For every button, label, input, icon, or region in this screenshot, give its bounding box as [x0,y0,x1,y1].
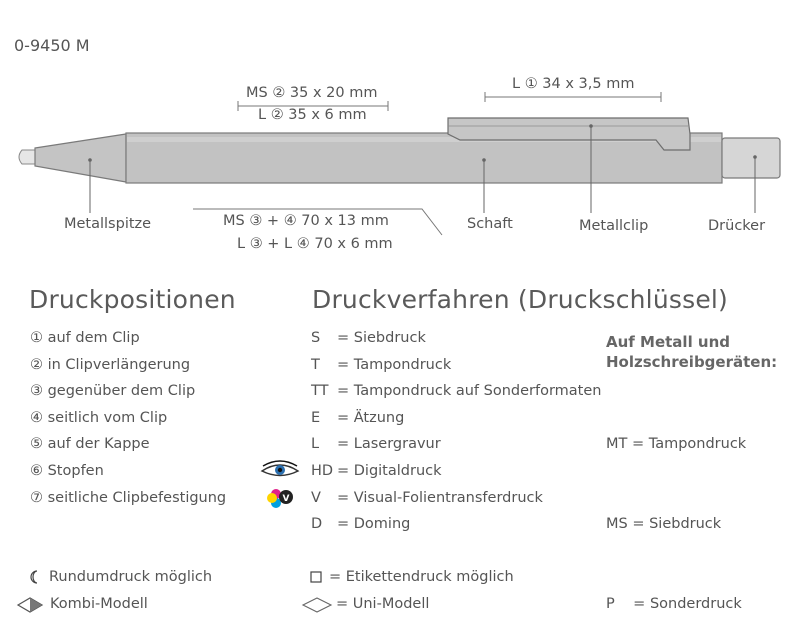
legend-kombi: Kombi-Modell [50,596,148,612]
positions-list [30,325,226,511]
method-name: = Siebdruck [337,330,426,346]
methods-heading: Druckverfahren (Druckschlüssel) [312,285,729,314]
metal-list [606,378,746,644]
side-ms-dimension: MS ③ + ④ 70 x 13 mm [223,213,389,229]
extension-ms-dimension: MS ② 35 x 20 mm [246,85,378,101]
method-name: = Lasergravur [337,436,441,453]
product-code: 0-9450 M [14,36,90,55]
method-name: = Tampondruck [337,356,452,373]
method-code: E [311,409,321,426]
button-label: Drücker [708,218,766,234]
tip-label: Metallspitze [64,216,152,232]
method-code: T [311,356,320,373]
method-name: = Digitaldruck [337,462,442,479]
method-code: D [311,516,323,533]
metal-heading: Auf Metall und Holzschreibgeräten: [606,333,778,371]
svg-text:V: V [282,494,290,504]
legend-label-print: = Etikettendruck möglich [329,569,514,585]
list-item: MT = Tampondruck [606,436,747,453]
visual-transfer-logo-icon [267,489,293,508]
list-item: ③ gegenüber dem Clip [30,383,196,400]
clip-label: Metallclip [579,218,649,234]
pen-metal-tip [35,134,126,182]
list-item: ⑤ auf der Kappe [30,436,150,453]
list-item: ② in Clipverlängerung [30,356,191,373]
list-item: ① auf dem Clip [30,330,140,346]
method-name: = Ätzung [337,409,405,426]
pen-refill-tip [19,150,35,164]
legend-uni: = Uni-Modell [336,596,430,612]
label-print-icon [311,572,321,582]
methods-names [337,325,601,538]
method-name: = Visual-Folientransferdruck [337,489,543,506]
list-item: ⑦ seitliche Clipbefestigung [30,489,227,506]
extension-l-dimension: L ② 35 x 6 mm [258,107,367,123]
list-item: P = Sonderdruck [606,595,742,612]
side-l-dimension: L ③ + L ④ 70 x 6 mm [237,236,393,252]
method-code: HD [311,462,334,479]
methods-codes [311,325,333,538]
round-print-icon [31,571,37,583]
positions-heading: Druckpositionen [29,285,236,314]
method-name: = Doming [337,516,411,533]
list-item: MS = Siebdruck [606,515,722,532]
shaft-label: Schaft [467,216,513,232]
clip-dimension: L ① 34 x 3,5 mm [512,76,635,92]
list-item: ⑥ Stopfen [30,462,104,479]
pen-button [722,138,780,178]
legend-round: Rundumdruck möglich [49,569,213,585]
method-code: V [311,489,321,506]
list-item: ④ seitlich vom Clip [30,409,168,426]
uni-model-icon [303,598,331,612]
method-code: S [311,330,321,346]
method-code: L [311,436,320,453]
method-name: = Tampondruck auf Sonderformaten [337,383,602,400]
method-code: TT [311,383,329,400]
eye-icon [262,461,298,476]
